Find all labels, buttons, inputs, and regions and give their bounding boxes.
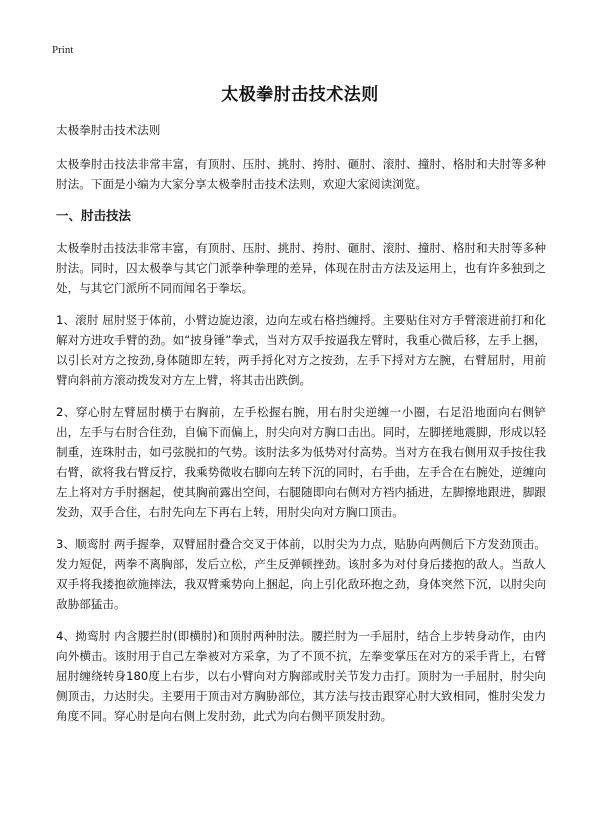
item-paragraph-4: 4、拗鸾肘 内含腰拦肘(即横肘)和顶肘两种肘法。腰拦肘为一手屈肘，结合上步转身动作，由内向外横击。该肘用于自己左拳被对方采拿，为了不顶不抗，左拳变掌压在对方的采手背上，右臂屈肘缠绕转身180度上右步，以右小臂向对方胸部或肘关节发力击打。顶肘为一手屈肘，肘尖向侧顶击，力达肘尖。主要用于顶击对方胸胁部位，其方法与技击跟穿心肘大致相同，惟肘尖发力角度不同。穿心肘是向右侧上发肘劲，此式为向右侧平顶发肘劲。 (56, 629, 546, 723)
intro-paragraph: 太极拳肘击技法非常丰富，有顶肘、压肘、挑肘、挎肘、砸肘、滚肘、撞肘、格肘和夫肘等多种肘法。下面是小编为大家分享太极拳肘击技术法则，欢迎大家阅读浏览。 (56, 157, 546, 191)
document-body (56, 120, 546, 738)
item-paragraph-3: 3、顺鸾肘 两手握拳，双臂屈肘叠合交叉于体前，以肘尖为力点，贴胁向两侧后下方发劲顶击。发力短促，两拳不离胸部，发后立松，产生反弹顿挫劲。该肘多为对付身后搂抱的敌人。当敌人双手将我搂抱欲施摔法，我双臂乘势向上捆起，向上引化敌环抱之劲，身体突然下沉，以肘尖向敌胁部猛击。 (56, 537, 546, 611)
item-paragraph-2: 2、穿心肘左臂屈肘横于右胸前，左手松握右腕，用右肘尖逆缠一小圈，右足沿地面向右侧铲出，左手与右肘合住劲，自偏下而偏上，肘尖向对方胸口击出。同时，左脚搓地震脚，形成以轻制重，连珠肘击，如弓弦脱扣的气势。该肘法多为低势对付高势。当对方在我右侧用双手按住我右臂，欲将我右臂反拧，我乘势微收右脚向左转下沉的同时，右手曲，左手合在右腕处，逆缠向左上将对方手肘捆起，使其胸前露出空间，右腿随即向右侧对方裆内插进，左脚擦地跟进，脚跟发劲，双手合住，右肘先向左下再右上转，用肘尖向对方胸口顶击。 (56, 405, 546, 519)
print-label: Print (52, 44, 74, 56)
section-heading: 一、肘击技法 (56, 208, 132, 223)
item-paragraph-1: 1、滚肘 屈肘竖于体前，小臂边旋边滚，边向左或右格挡缠捋。主要贴住对方手臂滚进前打和化解对方进攻手臂的劲。如“披身锤”拳式，当对方双手按逼我左臂时，我重心微后移，左手上捆，以引长对方之按劲,身体随即左转，两手捋化对方之按劲，左手下捋对方左腕，右臂屈肘，用前臂向斜前方滚动拨发对方左上臂，将其击出跌倒。 (56, 313, 546, 387)
section-paragraph: 太极拳肘击技法非常丰富，有顶肘、压肘、挑肘、挎肘、砸肘、滚肘、撞肘、格肘和夫肘等多种肘法。同时，囚太极拳与其它门派拳种拳理的差异，体现在肘击方法及运用上，也有许多独到之处，与其它门派所不同而闻名于拳坛。 (56, 241, 546, 295)
page-title: 太极拳肘击技术法则 (221, 85, 379, 105)
document-subtitle: 太极拳肘击技术法则 (56, 123, 161, 137)
